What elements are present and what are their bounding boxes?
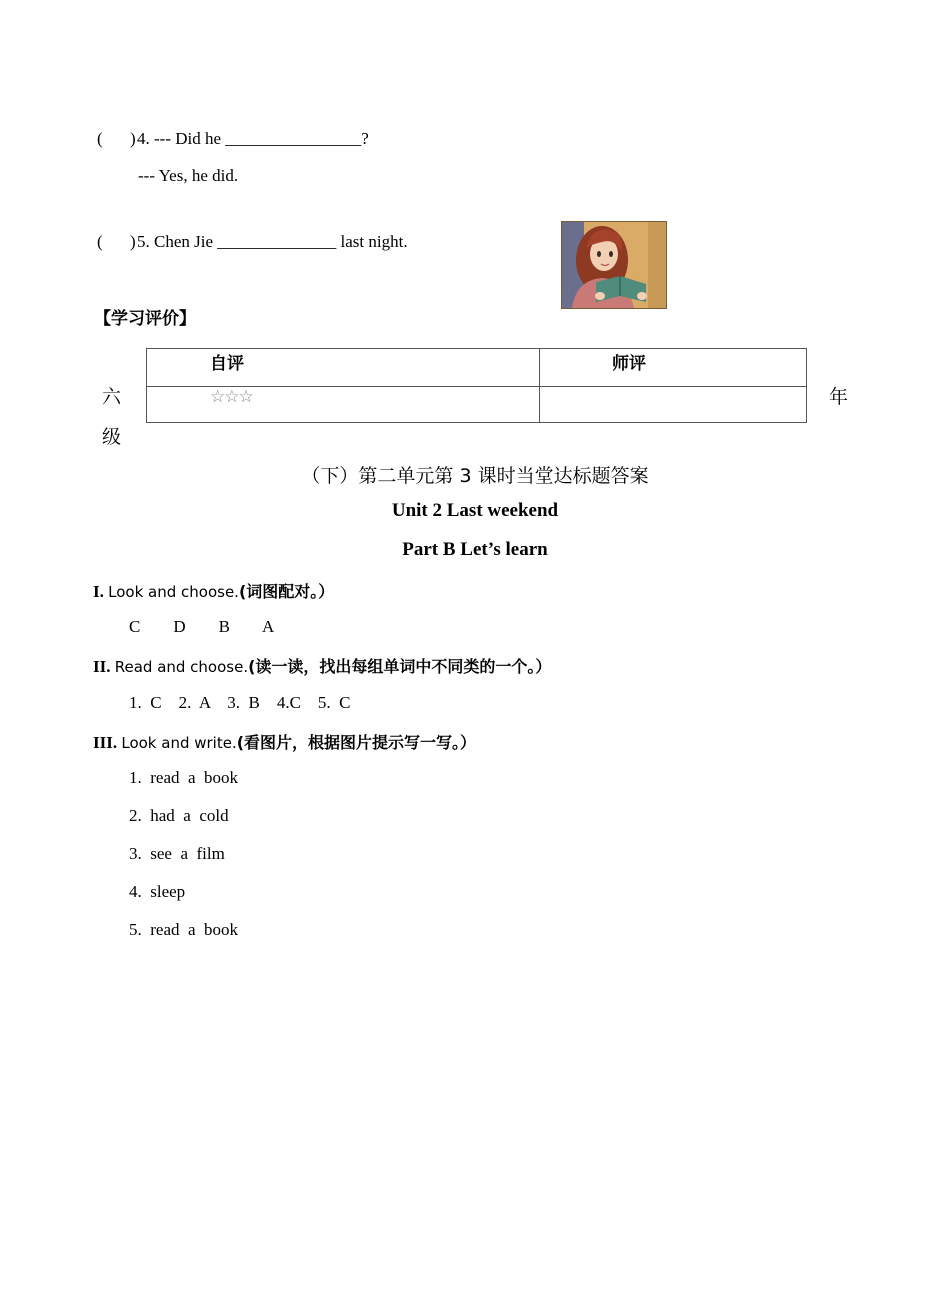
- section-1-cn: (词图配对。）: [238, 582, 335, 601]
- section-1-en: Look and choose.: [108, 583, 239, 601]
- section-3-en: Look and write.: [121, 734, 237, 752]
- section-2-en: Read and choose.: [114, 658, 249, 676]
- q4-end: ?: [361, 129, 369, 148]
- section-3-item: 4. sleep: [129, 882, 186, 901]
- q4-paren-open: (: [97, 129, 103, 148]
- grade-char-level: 级: [102, 426, 122, 448]
- q5-end: last night.: [340, 232, 408, 251]
- teacher-eval-cell: [540, 387, 807, 423]
- q4-paren-close: ): [130, 129, 136, 148]
- q5-paren-open: (: [97, 232, 103, 251]
- q5-text: 5. Chen Jie: [137, 232, 214, 251]
- q4-answer-line: --- Yes, he did.: [138, 166, 239, 185]
- grade-char-year: 年: [829, 386, 849, 408]
- self-eval-cell: [147, 387, 540, 423]
- section-1-answers: C D B A: [129, 617, 275, 636]
- section-3-item: 3. see a film: [129, 844, 225, 863]
- section-3-heading: [93, 730, 476, 753]
- evaluation-heading: 【学习评价】: [94, 309, 196, 329]
- q4-text: 4. --- Did he: [137, 129, 222, 148]
- section-3-roman: III.: [93, 733, 118, 752]
- grade-char-six: 六: [102, 386, 122, 408]
- girl-reading-book-picture: [561, 221, 667, 309]
- section-2-cn: (读一读，找出每组单词中不同类的一个。）: [248, 657, 552, 676]
- part-title: Part B Let’s learn: [402, 539, 548, 560]
- evaluation-value-row: [147, 387, 807, 423]
- section-2-answers: 1. C 2. A 3. B 4.C 5. C: [129, 693, 351, 712]
- section-3-item: 5. read a book: [129, 920, 239, 939]
- section-3-item: 2. had a cold: [129, 806, 229, 825]
- girl-reading-icon: [562, 222, 666, 308]
- unit-title: Unit 2 Last weekend: [391, 500, 559, 521]
- star-rating: ☆☆☆: [210, 387, 253, 407]
- evaluation-header-row: [147, 349, 807, 387]
- section-3-cn: (看图片，根据图片提示写一写。）: [236, 733, 477, 752]
- section-1-roman: I.: [93, 582, 104, 601]
- q5-paren-close: ): [130, 232, 136, 251]
- answer-key-title: （下）第二单元第 3 课时当堂达标题答案: [301, 465, 649, 487]
- q5-question-text: [137, 232, 408, 252]
- teacher-eval-header: 师评: [540, 349, 807, 387]
- section-3-item: 1. read a book: [129, 768, 239, 787]
- section-1-heading: [93, 579, 334, 602]
- q5-blank: ______________: [217, 232, 337, 251]
- q4-blank: ________________: [225, 129, 362, 148]
- section-2-heading: [93, 654, 551, 677]
- section-2-roman: II.: [93, 657, 111, 676]
- self-eval-header: 自评: [147, 349, 540, 387]
- evaluation-table: [146, 348, 807, 423]
- q4-question-text: [137, 129, 369, 149]
